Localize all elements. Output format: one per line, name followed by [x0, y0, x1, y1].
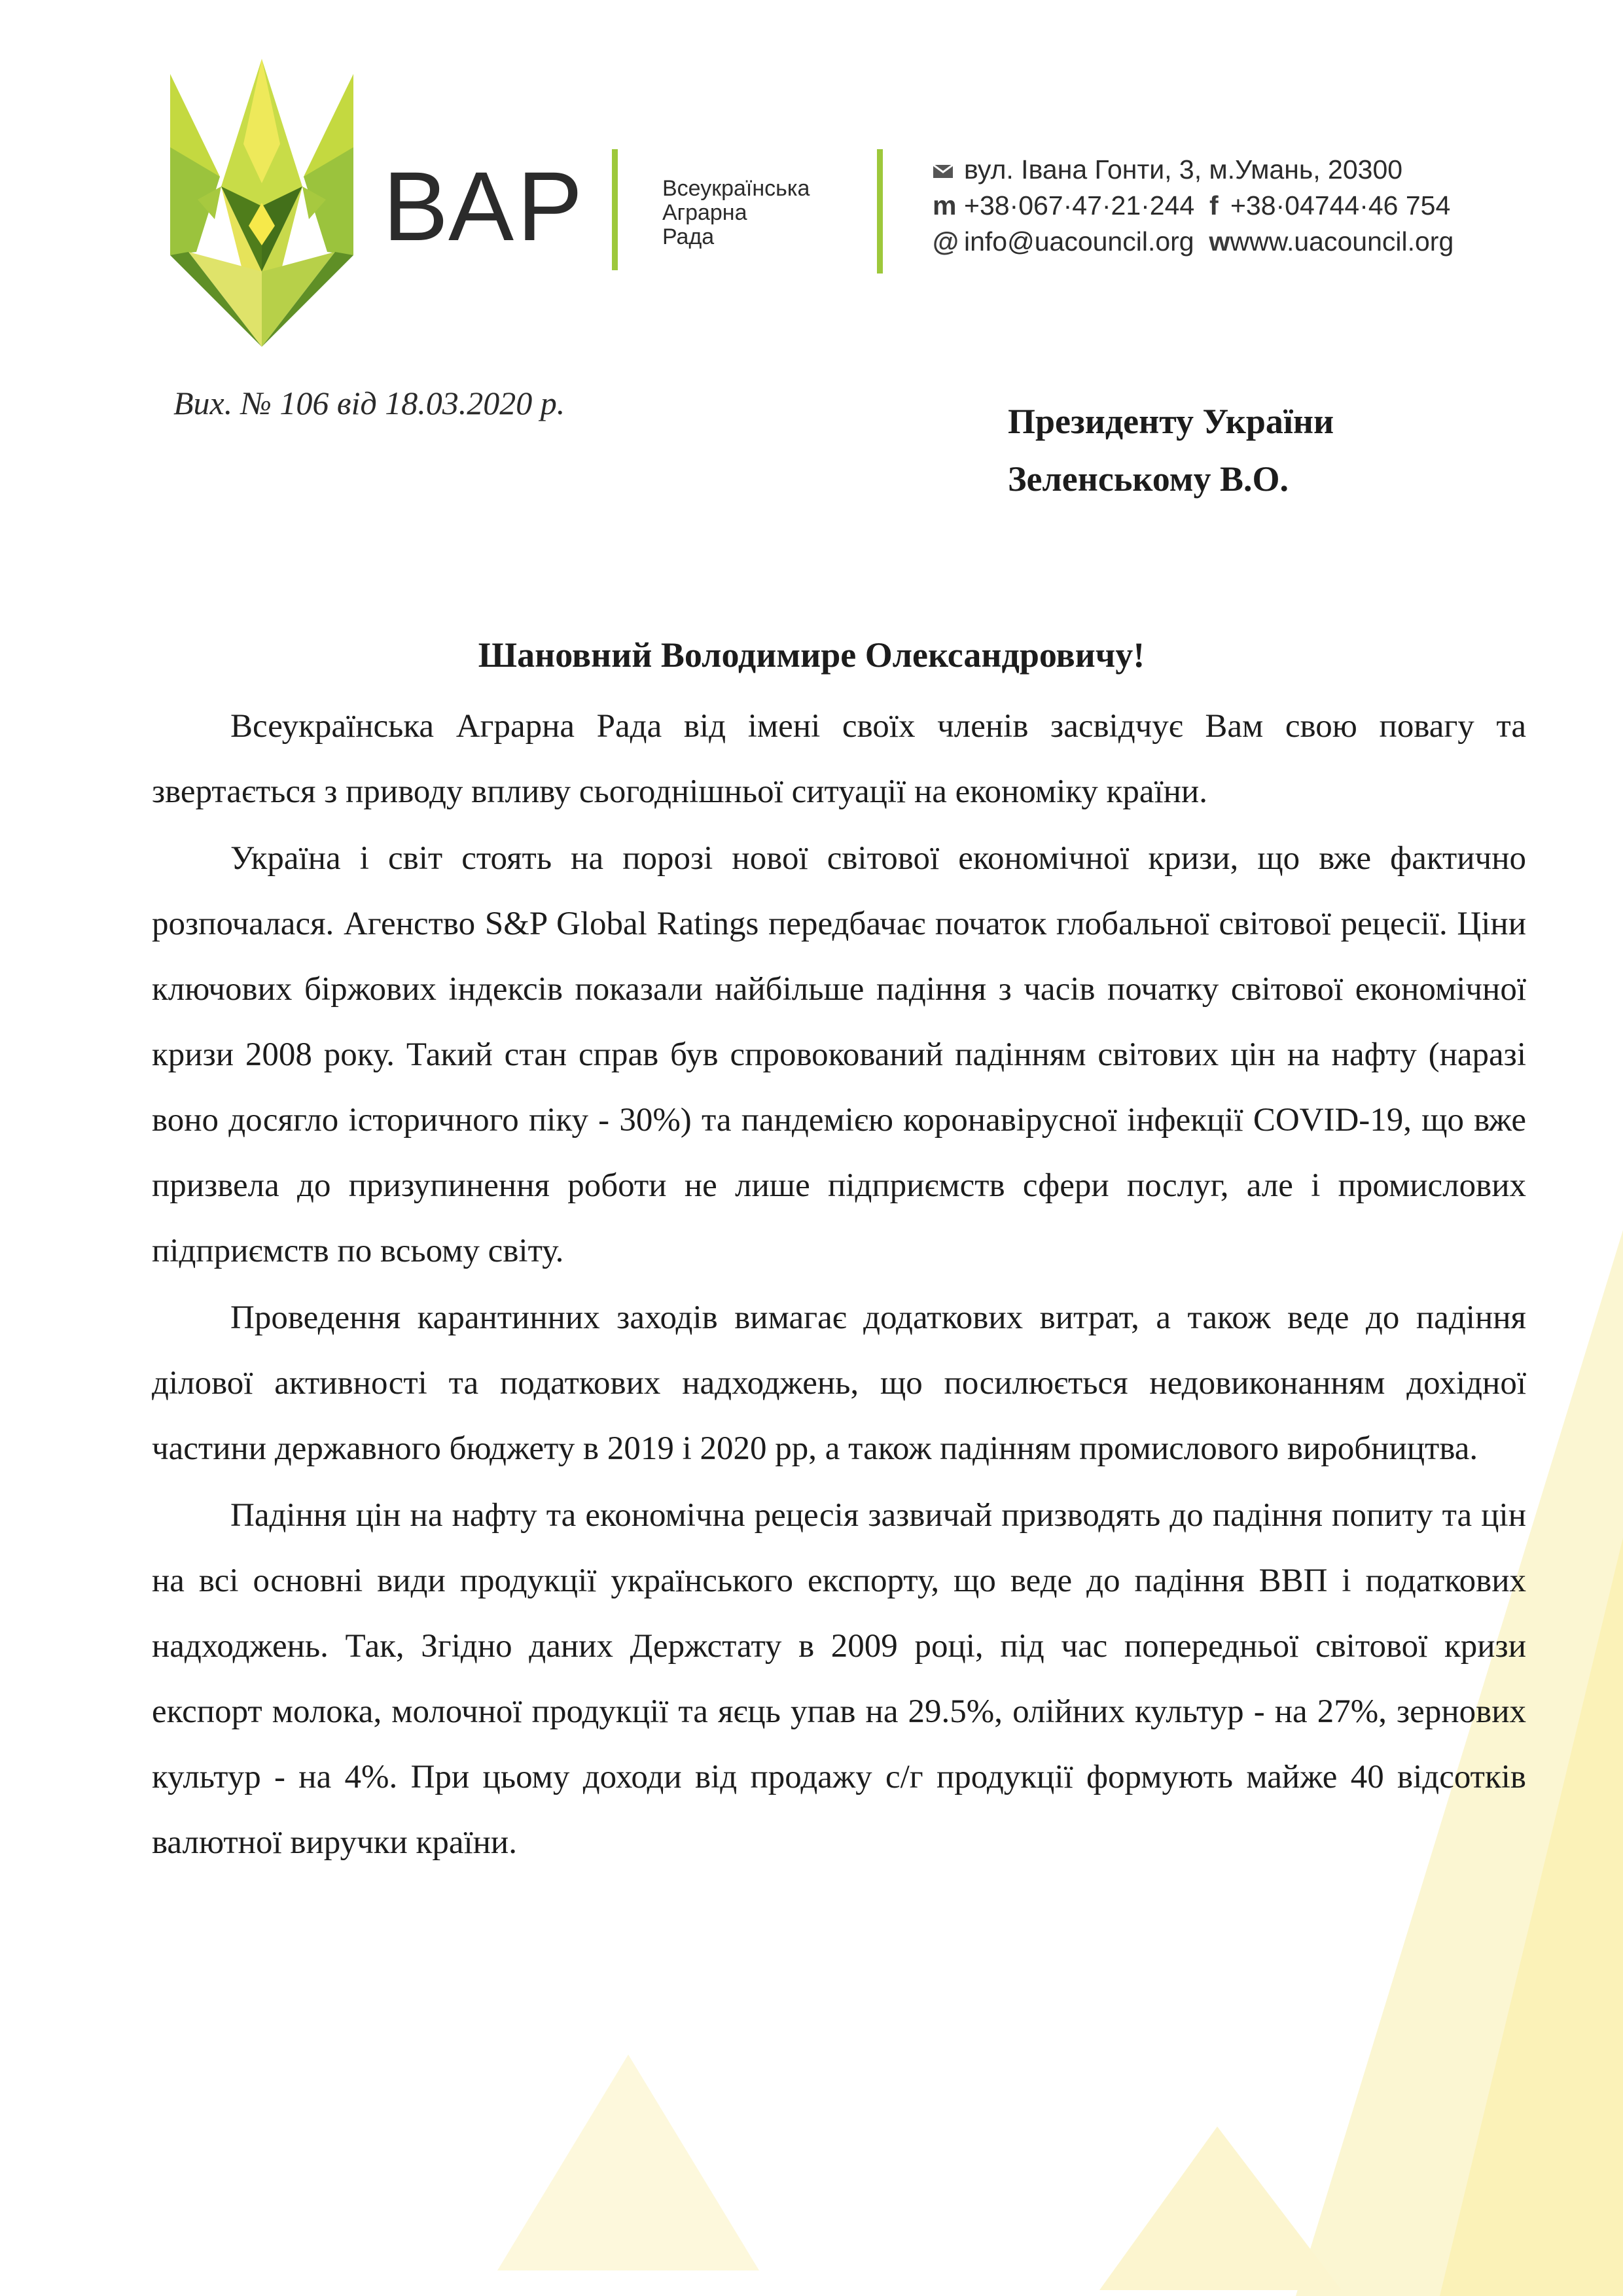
addressee-line: Зеленському В.О.	[1008, 459, 1289, 499]
outgoing-number: Вих. № 106 від 18.03.2020 р.	[173, 385, 565, 421]
email-link[interactable]: info@uacouncil.org	[964, 226, 1194, 256]
phone-row	[933, 188, 1454, 224]
letter-body	[152, 694, 1526, 1877]
web-label: w	[1209, 226, 1230, 256]
body-paragraph: Проведення карантинних заходів вимагає додаткових витрат, а також веде до падіння ділової активності та податкових надходжень, що посилюється недовиконанням дохідної частини державного бюджету в 2019 і 2020 рр, а також падінням промислового виробництва.	[152, 1299, 1526, 1467]
body-paragraph: Всеукраїнська Аграрна Рада від імені своїх членів засвідчує Вам свою повагу та звертається з приводу впливу сьогоднішньої ситуації на економіку країни.	[152, 708, 1526, 810]
header-divider	[612, 149, 618, 270]
address-row	[933, 152, 1454, 188]
salutation: Шановний Володимире Олександровичу!	[478, 635, 1145, 675]
org-name-line: Рада	[662, 224, 715, 249]
envelope-icon	[933, 152, 964, 188]
header-divider	[877, 149, 883, 274]
website-link[interactable]: www.uacouncil.org	[1230, 226, 1454, 256]
email-label: @	[933, 226, 959, 256]
org-name-line: Аграрна	[662, 200, 747, 225]
body-paragraph: Україна і світ стоять на порозі нової світової економічної кризи, що вже фактично розпочалася. Агенство S&P Global Ratings передбачає початок глобальної світової рецесії. Ціни ключових біржових індексів показали найбільше падіння з часів початку світової економічної кризи 2008 року. Такий стан справ був спровокований падінням світових цін на нафту (наразі воно досягло історичного піку - 30%) та пандемією коронавірусної інфекції COVID-19, що вже призвела до призупинення роботи не лише підприємств сфери послуг, але і промислових підприємств по всьому світу.	[152, 840, 1526, 1269]
mobile-number: +38·067·47·21·244	[964, 190, 1195, 221]
mobile-label: m	[933, 190, 957, 221]
org-name-line: Всеукраїнська	[662, 176, 810, 201]
body-paragraph: Падіння цін на нафту та економічна рецесія зазвичай призводять до падіння попиту та цін на всі основні види продукції українського експорту, що веде до падіння ВВП і податкових надходжень. Так, Згідно даних Держстату в 2009 році, під час попередньої світової кризи експорт молока, молочної продукції та яєць упав на 29.5%, олійних культур - на 27%, зернових культур - на 4%. При цьому доходи від продажу с/г продукції формують майже 40 відсотків валютної виручки країни.	[152, 1497, 1526, 1861]
org-full-name	[662, 177, 810, 249]
org-abbreviation: ВАР	[383, 151, 586, 261]
contact-block	[933, 152, 1454, 260]
trident-logo	[164, 56, 360, 350]
address-text: вул. Івана Гонти, 3, м.Умань, 20300	[964, 154, 1403, 185]
web-row	[933, 224, 1454, 260]
fax-number: +38·04744·46 754	[1230, 190, 1451, 221]
fax-label: f	[1209, 190, 1219, 221]
addressee-line: Президенту України	[1008, 402, 1334, 441]
addressee-block	[1008, 393, 1334, 508]
